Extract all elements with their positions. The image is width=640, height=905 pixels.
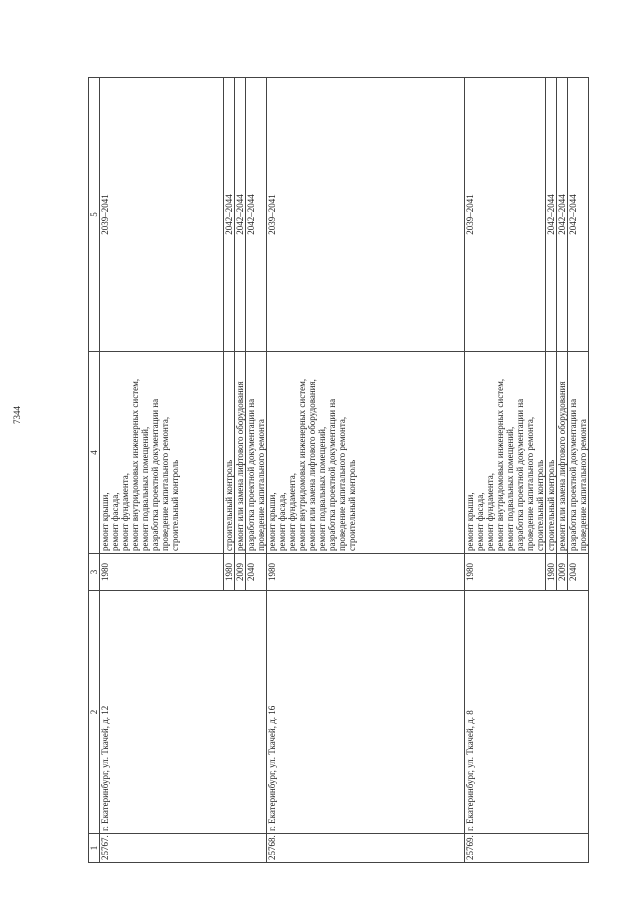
works-cell: разработка проектной документации на проведение капитального ремонта [246, 352, 267, 554]
address-cell: г. Екатеринбург, ул. Ткачей, д. 16 [267, 591, 465, 834]
table-body [100, 78, 589, 863]
rotated-table-container [88, 78, 588, 863]
address-cell: г. Екатеринбург, ул. Ткачей, д. 12 [100, 591, 267, 834]
works-cell: ремонт или замена лифтового оборудования [235, 352, 246, 554]
period-cell: 2042–2044 [246, 78, 267, 352]
works-cell: ремонт или замена лифтового оборудования [557, 352, 568, 554]
works-cell: ремонт крыши, ремонт фасада, ремонт фундамента, ремонт внутридомовых инженерных систем, ремонт или замена лифтового оборудования, ремонт подвальных помещений, разработка проектной документации на проведение капитального ремонта, строительный контроль [267, 352, 465, 554]
period-cell: 2042–2044 [235, 78, 246, 352]
works-cell: ремонт крыши, ремонт фасада, ремонт фундамента, ремонт внутридомовых инженерных систем, ремонт подвальных помещений, разработка проектной документации на проведение капитального ремонта, строительный контроль [100, 352, 224, 554]
header-col-1: 1 [89, 834, 100, 863]
repair-schedule-table [88, 77, 589, 863]
works-cell: ремонт крыши, ремонт фасада, ремонт фундамента, ремонт внутридомовых инженерных систем, ремонт подвальных помещений, разработка проектной документации на проведение капитального ремонта, строительный контроль [465, 352, 546, 554]
table-row [465, 78, 546, 863]
row-number: 25767. [100, 834, 267, 863]
period-cell: 2039–2041 [100, 78, 224, 352]
works-cell: строительный контроль [224, 352, 235, 554]
year-cell: 2009 [557, 554, 568, 591]
year-cell: 2040 [568, 554, 589, 591]
row-number: 25768. [267, 834, 465, 863]
header-col-5: 5 [89, 78, 100, 352]
year-cell: 1980 [267, 554, 465, 591]
table-row [100, 78, 224, 863]
header-col-3: 3 [89, 554, 100, 591]
year-cell: 1980 [546, 554, 557, 591]
year-cell: 2040 [246, 554, 267, 591]
year-cell: 2009 [235, 554, 246, 591]
year-cell: 1980 [100, 554, 224, 591]
table-row [267, 78, 465, 863]
year-cell: 1980 [224, 554, 235, 591]
period-cell: 2039–2041 [465, 78, 546, 352]
page-number: 7344 [12, 406, 22, 424]
period-cell: 2042–2044 [546, 78, 557, 352]
works-cell: разработка проектной документации на проведение капитального ремонта [568, 352, 589, 554]
header-col-4: 4 [89, 352, 100, 554]
period-cell: 2039–2041 [267, 78, 465, 352]
period-cell: 2042–2044 [224, 78, 235, 352]
address-cell: г. Екатеринбург, ул. Ткачей, д. 8 [465, 591, 589, 834]
works-cell: строительный контроль [546, 352, 557, 554]
year-cell: 1980 [465, 554, 546, 591]
period-cell: 2042–2044 [568, 78, 589, 352]
header-col-2: 2 [89, 591, 100, 834]
header-row [89, 78, 100, 863]
period-cell: 2042–2044 [557, 78, 568, 352]
row-number: 25769. [465, 834, 589, 863]
